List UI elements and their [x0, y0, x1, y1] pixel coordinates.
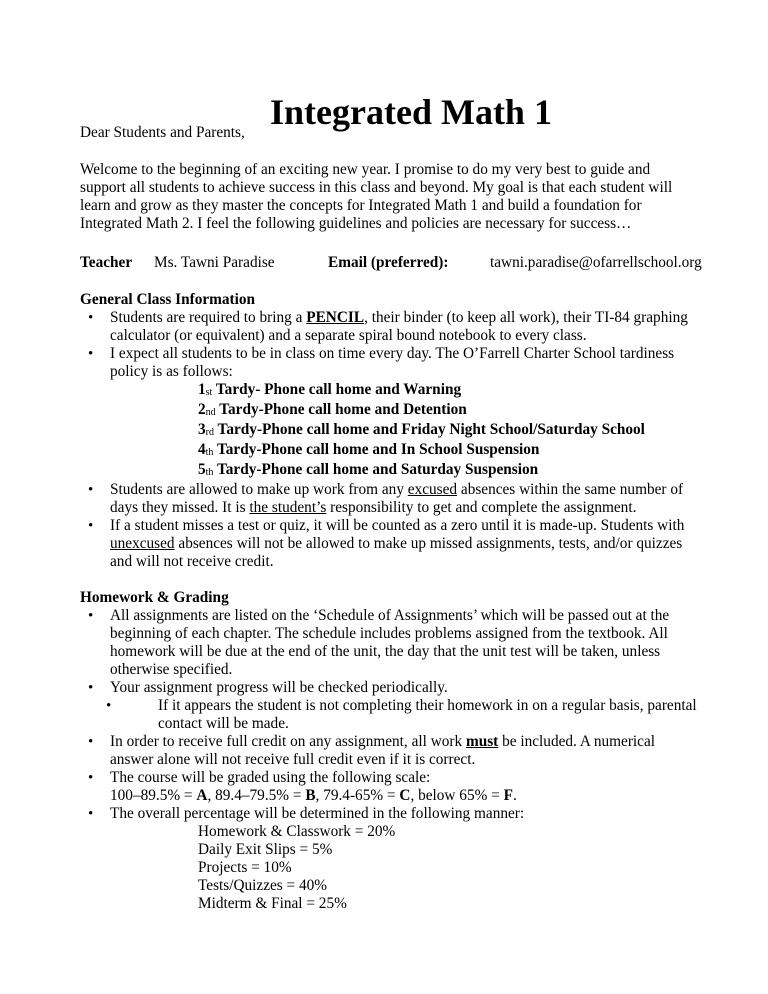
tardy-policy-list — [110, 381, 700, 481]
teacher-info-row — [80, 254, 700, 272]
grade-letter: B — [305, 787, 316, 804]
teacher-name: Ms. Tawni Paradise — [154, 254, 275, 271]
homework-grading-section — [80, 589, 700, 913]
grade-weight-item: Homework & Classwork = 20% — [198, 823, 396, 840]
grade-weight-item: Tests/Quizzes = 40% — [198, 877, 328, 894]
grade-letter: F — [503, 787, 513, 804]
grade-letter: C — [399, 787, 411, 804]
must-emphasis: must — [465, 733, 499, 750]
teacher-email[interactable]: tawni.paradise@ofarrellschool.org — [490, 254, 702, 271]
pencil-emphasis: PENCIL — [306, 309, 365, 326]
list-item: • The overall percentage will be determined in the following manner: Homework & Classwork = 20% Daily Exit Slips = 5% Projects = 10% Tests/Quizzes = 40% Midterm & Final = 25% — [80, 805, 700, 913]
email-label: Email (preferred): — [328, 254, 449, 271]
teacher-label: Teacher — [80, 254, 133, 271]
list-item: • I expect all students to be in class on time every day. The O’Farrell Charter School tardiness policy is as follows: 1st Tardy- Phone call home and Warning 2nd Tardy-Phone call home and Detention 3rd Tardy-Phone call home and Friday Night School/Saturday School 4th Tardy-Phone call home and In School Suspension 5th Tardy-Phone call home and Saturday Suspension — [80, 345, 700, 481]
tardy-item: 4th Tardy-Phone call home and In School Suspension — [198, 441, 540, 458]
grade-scale: 100–89.5% = A, 89.4–79.5% = B, 79.4-65% = C, below 65% = F. — [110, 787, 517, 804]
grade-weight-item: Daily Exit Slips = 5% — [198, 841, 333, 858]
list-item: • If a student misses a test or quiz, it will be counted as a zero until it is made-up. Students with unexcused absences will not be allowed to make up missed assignments, tests, and/or quizzes and will not receive credit. — [80, 517, 700, 571]
list-item: • All assignments are listed on the ‘Schedule of Assignments’ which will be passed out at the beginning of each chapter. The schedule includes problems assigned from the textbook. All homework will be due at the end of the unit, the day that the unit test will be taken, unless otherwise specified. — [80, 607, 700, 679]
homework-grading-heading: Homework & Grading — [80, 589, 229, 606]
grade-weight-item: Midterm & Final = 25% — [198, 895, 347, 912]
grade-letter: A — [196, 787, 208, 804]
list-item: • The course will be graded using the following scale: 100–89.5% = A, 89.4–79.5% = B, 79.4-65% = C, below 65% = F. — [80, 769, 700, 805]
list-item: • Your assignment progress will be checked periodically. • If it appears the student is not completing their homework in on a regular basis, parental contact will be made. — [80, 679, 700, 733]
list-item: • Students are required to bring a PENCIL, their binder (to keep all work), their TI-84 graphing calculator (or equivalent) and a separate spiral bound notebook to every class. — [80, 309, 700, 345]
welcome-paragraph: Welcome to the beginning of an exciting new year. I promise to do my very best to guide and support all students to achieve success in this class and beyond. My goal is that each student will learn and grow as they master the concepts for Integrated Math 1 and build a foundation for Integrated Math 2. I feel the following guidelines and policies are necessary for success… — [80, 161, 673, 232]
list-item: • If it appears the student is not completing their homework in on a regular basis, parental contact will be made. — [80, 697, 700, 733]
grade-weights-list — [110, 823, 700, 913]
tardy-item: 2nd Tardy-Phone call home and Detention — [198, 401, 467, 418]
grade-weight-item: Projects = 10% — [198, 859, 292, 876]
page-title: Integrated Math 1 — [270, 92, 552, 132]
tardy-item: 3rd Tardy-Phone call home and Friday Night School/Saturday School — [198, 421, 645, 438]
general-info-heading: General Class Information — [80, 291, 256, 308]
general-info-section — [80, 291, 700, 571]
greeting: Dear Students and Parents, — [80, 124, 245, 141]
tardy-item: 1st Tardy- Phone call home and Warning — [198, 381, 462, 398]
list-item: • In order to receive full credit on any assignment, all work must be included. A numerical answer alone will not receive full credit even if it is correct. — [80, 733, 700, 769]
list-item: • Students are allowed to make up work from any excused absences within the same number of days they missed. It is the student’s responsibility to get and complete the assignment. — [80, 481, 700, 517]
tardy-item: 5th Tardy-Phone call home and Saturday Suspension — [198, 461, 539, 478]
